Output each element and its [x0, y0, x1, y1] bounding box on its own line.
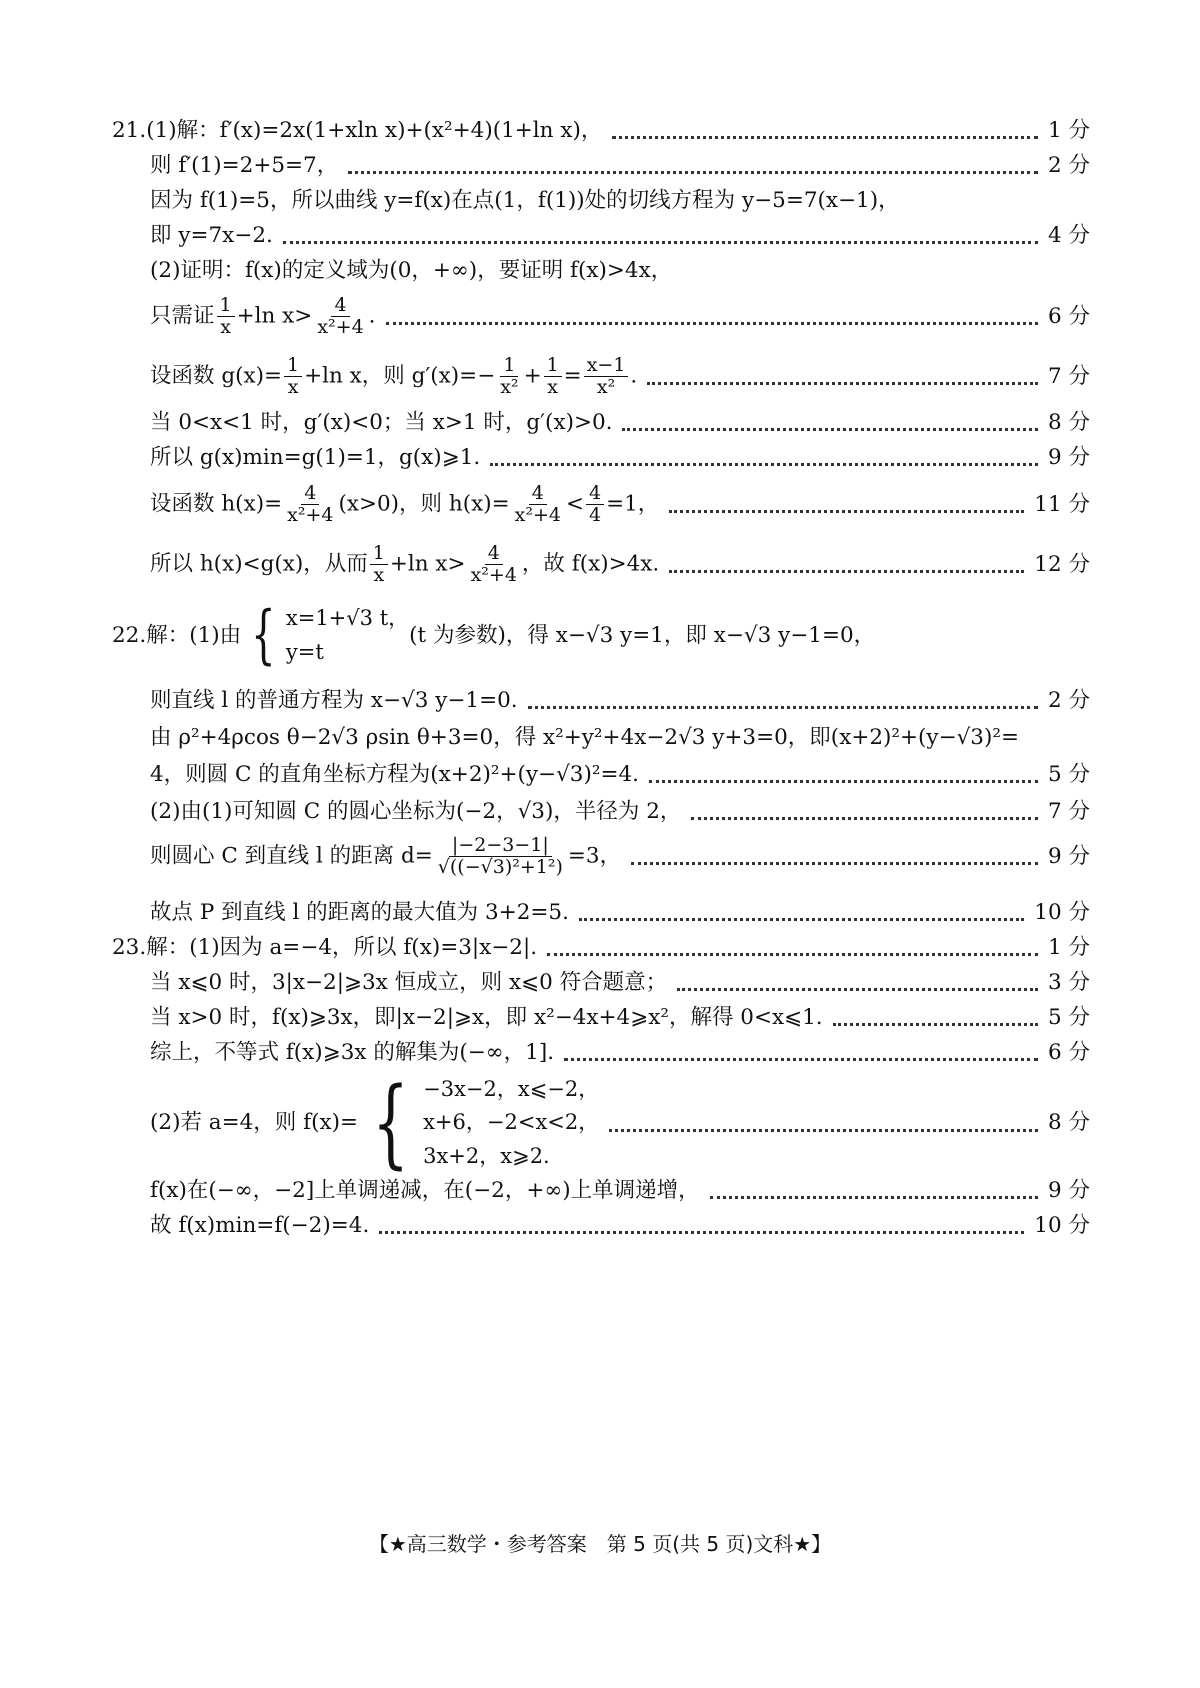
leader-dots	[710, 1194, 1038, 1199]
q21-line-7: 设函数 g(x)= $\frac{1}{x}$ +ln x，则 g′(x)=− $\frac{1}{\text{x²}}$ + $\frac{1}{x}$ = $\frac{x-1}{\text{x²}}$ . 7 分	[150, 354, 1090, 398]
leader-dots	[631, 860, 1038, 865]
score: 5 分	[1047, 762, 1090, 787]
leader-dots	[547, 951, 1038, 956]
score: 9 分	[1047, 1178, 1090, 1203]
leader-dots	[379, 1229, 1024, 1234]
q21-line-1: 21.(1)解：f′(x)=2x(1+xln x)+(x²+4)(1+ln x)， 1 分	[112, 118, 1090, 143]
leader-dots	[833, 1021, 1038, 1026]
q23-line-3: 当 x>0 时，f(x)⩾3x，即|x−2|⩾x，即 x²−4x+4⩾x²，解得 0<x⩽1. 5 分	[150, 1005, 1090, 1030]
leader-dots	[609, 1127, 1038, 1132]
leader-dots	[612, 134, 1038, 139]
leader-dots	[386, 320, 1038, 325]
score: 3 分	[1047, 970, 1090, 995]
q21-line-10: 设函数 h(x)= $\frac{4}{\text{x²+4}}$ (x>0)，则 h(x)= $\frac{4}{\text{x²+4}}$ < $\frac{4}{4}$ =1， 11 分	[150, 482, 1090, 526]
score: 5 分	[1047, 1005, 1090, 1030]
q21-line-5: (2)证明：f(x)的定义域为(0，+∞)，要证明 f(x)>4x，	[150, 258, 673, 283]
leader-dots	[647, 380, 1038, 385]
q23-line-1: 23.解：(1)因为 a=−4，所以 f(x)=3|x−2|. 1 分	[112, 935, 1090, 960]
q22-line-3: 由 ρ²+4ρcos θ−2√3 ρsin θ+3=0，得 x²+y²+4x−2√3 y+3=0，即(x+2)²+(y−√3)²=	[150, 725, 1019, 750]
score: 4 分	[1047, 223, 1090, 248]
leader-dots	[564, 1056, 1038, 1061]
score: 7 分	[1047, 799, 1090, 824]
score: 1 分	[1047, 118, 1090, 143]
brace: {	[251, 598, 276, 673]
q22-line-1: 22.解：(1)由 { x=1+√3 t， y=t (t 为参数)，得 x−√3 y=1，即 x−√3 y−1=0，	[112, 598, 876, 673]
score: 10 分	[1034, 900, 1090, 925]
score: 7 分	[1047, 363, 1090, 389]
leader-dots	[691, 815, 1038, 820]
q23-line-7: 故 f(x)min=f(−2)=4. 10 分	[150, 1213, 1090, 1238]
score: 9 分	[1047, 445, 1090, 470]
q21-line-8: 当 0<x<1 时，g′(x)<0；当 x>1 时，g′(x)>0. 8 分	[150, 410, 1090, 435]
score: 10 分	[1034, 1213, 1090, 1238]
score: 2 分	[1047, 688, 1090, 713]
fraction: $\frac{4}{4}$	[586, 483, 604, 526]
q21-line-11: 所以 h(x)<g(x)，从而 $\frac{1}{x}$ +ln x> $\frac{4}{\text{x²+4}}$ ，故 f(x)>4x. 12 分	[150, 542, 1090, 586]
score: 8 分	[1047, 1110, 1090, 1136]
q21-line-3: 因为 f(1)=5，所以曲线 y=f(x)在点(1，f(1))处的切线方程为 y−5=7(x−1)，	[150, 188, 900, 213]
score: 2 分	[1047, 153, 1090, 178]
score: 11 分	[1034, 491, 1090, 517]
fraction: $\frac{1}{x}$	[370, 543, 388, 586]
q21-line-2: 则 f′(1)=2+5=7， 2 分	[150, 153, 1090, 178]
leader-dots	[669, 568, 1024, 573]
q21-line-4: 即 y=7x−2. 4 分	[150, 223, 1090, 248]
fraction: $\frac{1}{x}$	[284, 355, 302, 398]
score: 12 分	[1034, 551, 1090, 577]
fraction: $\frac{4}{\text{x²+4}}$	[287, 482, 334, 526]
fraction: $\frac{1}{\text{x²}}$	[500, 354, 519, 398]
leader-dots	[348, 169, 1038, 174]
score: 9 分	[1047, 843, 1090, 869]
brace: {	[372, 1066, 409, 1179]
q23-line-5: (2)若 a=4，则 f(x)= { −3x−2，x⩽−2， x+6，−2<x<2， 3x+2，x⩾2. 8 分	[150, 1066, 1090, 1179]
fraction: $\frac{1}{x}$	[217, 295, 235, 338]
leader-dots	[669, 508, 1024, 513]
page-footer: 【★高三数学・参考答案 第 5 页(共 5 页)文科★】	[368, 1532, 832, 1556]
q23-line-2: 当 x⩽0 时，3|x−2|⩾3x 恒成立，则 x⩽0 符合题意； 3 分	[150, 970, 1090, 995]
leader-dots	[490, 461, 1038, 466]
leader-dots	[677, 986, 1038, 991]
leader-dots	[622, 426, 1038, 431]
fraction: $\frac{4}{\text{x²+4}}$	[514, 482, 561, 526]
q22-line-7: 故点 P 到直线 l 的距离的最大值为 3+2=5. 10 分	[150, 900, 1090, 925]
score: 1 分	[1047, 935, 1090, 960]
piecewise-function: { −3x−2，x⩽−2， x+6，−2<x<2， 3x+2，x⩾2.	[372, 1066, 600, 1179]
q22-line-6: 则圆心 C 到直线 l 的距离 d= $\frac{|-2-3-1|}{\text{√((−√3)²+1²)}}$ =3， 9 分	[150, 834, 1090, 878]
fraction: $\frac{x-1}{\text{x²}}$	[584, 355, 629, 398]
leader-dots	[579, 916, 1024, 921]
q22-line-4: 4，则圆 C 的直角坐标方程为(x+2)²+(y−√3)²=4. 5 分	[150, 762, 1090, 787]
score: 6 分	[1047, 303, 1090, 329]
fraction: $\frac{4}{\text{x²+4}}$	[470, 542, 517, 586]
q21-line-9: 所以 g(x)min=g(1)=1，g(x)⩾1. 9 分	[150, 445, 1090, 470]
leader-dots	[283, 239, 1038, 244]
fraction: $\frac{4}{\text{x²+4}}$	[317, 294, 364, 338]
q23-line-6: f(x)在(−∞，−2]上单调递减，在(−2，+∞)上单调递增， 9 分	[150, 1178, 1090, 1203]
q23-line-4: 综上，不等式 f(x)⩾3x 的解集为(−∞，1]. 6 分	[150, 1040, 1090, 1065]
q22-line-5: (2)由(1)可知圆 C 的圆心坐标为(−2，√3)，半径为 2， 7 分	[150, 799, 1090, 824]
score: 8 分	[1047, 410, 1090, 435]
equation-system: { x=1+√3 t， y=t	[251, 598, 410, 673]
fraction: $\frac{|-2-3-1|}{\text{√((−√3)²+1²)}}$	[437, 834, 563, 878]
score: 6 分	[1047, 1040, 1090, 1065]
q22-line-2: 则直线 l 的普通方程为 x−√3 y−1=0. 2 分	[150, 688, 1090, 713]
q21-line-6: 只需证 $\frac{1}{x}$ +ln x> $\frac{4}{\text{x²+4}}$ . 6 分	[150, 294, 1090, 338]
leader-dots	[528, 704, 1038, 709]
leader-dots	[649, 778, 1038, 783]
fraction: $\frac{1}{x}$	[544, 355, 562, 398]
